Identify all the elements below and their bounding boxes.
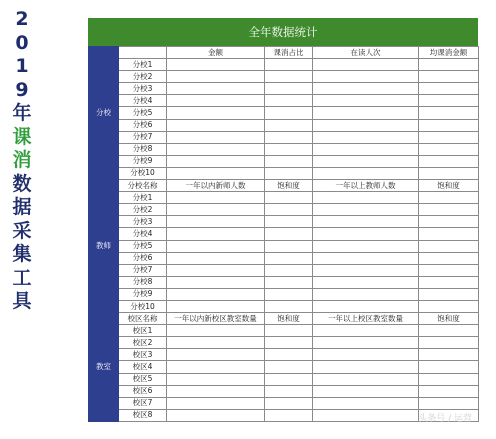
data-cell[interactable] xyxy=(167,337,265,349)
data-cell[interactable] xyxy=(419,325,479,337)
column-header: 一年以上校区教室数量 xyxy=(313,313,419,325)
title-char: 课 xyxy=(12,125,32,148)
data-cell[interactable] xyxy=(167,59,265,71)
data-cell[interactable] xyxy=(167,167,265,179)
table-row xyxy=(89,361,479,373)
row-label: 分校9 xyxy=(119,288,167,300)
data-cell[interactable] xyxy=(313,300,419,312)
table-row xyxy=(89,228,479,240)
data-cell[interactable] xyxy=(265,288,313,300)
table-row xyxy=(89,288,479,300)
data-cell[interactable] xyxy=(313,204,419,216)
data-cell[interactable] xyxy=(265,204,313,216)
data-cell[interactable] xyxy=(313,288,419,300)
data-cell[interactable] xyxy=(419,59,479,71)
data-cell[interactable] xyxy=(419,71,479,83)
data-cell[interactable] xyxy=(313,349,419,361)
row-label: 校区2 xyxy=(119,337,167,349)
data-cell[interactable] xyxy=(419,204,479,216)
data-cell[interactable] xyxy=(419,397,479,409)
data-cell[interactable] xyxy=(419,143,479,155)
data-cell[interactable] xyxy=(419,240,479,252)
data-cell[interactable] xyxy=(265,119,313,131)
table-row xyxy=(89,107,479,119)
title-char: 0 xyxy=(15,31,29,54)
table-row xyxy=(89,204,479,216)
data-cell[interactable] xyxy=(265,83,313,95)
data-cell[interactable] xyxy=(167,83,265,95)
data-cell[interactable] xyxy=(265,228,313,240)
data-cell[interactable] xyxy=(265,240,313,252)
data-cell[interactable] xyxy=(167,252,265,264)
row-label: 分校10 xyxy=(119,167,167,179)
row-label: 分校2 xyxy=(119,204,167,216)
table-row xyxy=(89,385,479,397)
data-cell[interactable] xyxy=(265,397,313,409)
row-label: 分校3 xyxy=(119,216,167,228)
column-header: 分校名称 xyxy=(119,180,167,192)
data-cell[interactable] xyxy=(313,325,419,337)
row-label: 分校4 xyxy=(119,95,167,107)
data-cell[interactable] xyxy=(167,95,265,107)
data-cell[interactable] xyxy=(313,409,419,421)
data-cell[interactable] xyxy=(265,252,313,264)
row-label: 分校3 xyxy=(119,83,167,95)
column-header: 饱和度 xyxy=(265,313,313,325)
data-cell[interactable] xyxy=(313,216,419,228)
section-header-row xyxy=(89,180,479,192)
section-header-row xyxy=(89,47,479,59)
data-cell[interactable] xyxy=(313,71,419,83)
data-cell[interactable] xyxy=(167,300,265,312)
row-label: 分校7 xyxy=(119,131,167,143)
data-cell[interactable] xyxy=(419,252,479,264)
data-cell[interactable] xyxy=(419,264,479,276)
data-cell[interactable] xyxy=(167,119,265,131)
table-row xyxy=(89,337,479,349)
data-cell[interactable] xyxy=(313,192,419,204)
data-cell[interactable] xyxy=(167,288,265,300)
row-label: 分校7 xyxy=(119,264,167,276)
data-cell[interactable] xyxy=(419,349,479,361)
table-row xyxy=(89,276,479,288)
data-cell[interactable] xyxy=(419,107,479,119)
data-cell[interactable] xyxy=(167,276,265,288)
column-header: 校区名称 xyxy=(119,313,167,325)
data-cell[interactable] xyxy=(265,167,313,179)
data-cell[interactable] xyxy=(313,276,419,288)
title-char: 数 xyxy=(12,172,32,195)
title-char: 消 xyxy=(12,149,32,171)
data-cell[interactable] xyxy=(313,264,419,276)
data-cell[interactable] xyxy=(265,95,313,107)
spreadsheet xyxy=(88,18,478,428)
column-header: 课消占比 xyxy=(265,47,313,59)
data-cell[interactable] xyxy=(167,325,265,337)
data-cell[interactable] xyxy=(313,252,419,264)
data-cell[interactable] xyxy=(419,216,479,228)
title-char: 9 xyxy=(15,78,29,101)
data-cell[interactable] xyxy=(419,131,479,143)
data-cell[interactable] xyxy=(313,240,419,252)
title-char: 据 xyxy=(12,196,32,218)
data-cell[interactable] xyxy=(265,143,313,155)
data-cell[interactable] xyxy=(313,361,419,373)
table-row xyxy=(89,59,479,71)
table-row xyxy=(89,95,479,107)
data-cell[interactable] xyxy=(419,95,479,107)
column-header: 饱和度 xyxy=(265,180,313,192)
data-cell[interactable] xyxy=(167,385,265,397)
row-label: 分校4 xyxy=(119,228,167,240)
data-cell[interactable] xyxy=(265,373,313,385)
column-header: 在读人次 xyxy=(313,47,419,59)
row-label: 分校6 xyxy=(119,252,167,264)
row-label: 分校8 xyxy=(119,276,167,288)
data-cell[interactable] xyxy=(419,83,479,95)
stats-table xyxy=(88,46,479,422)
column-header xyxy=(119,47,167,59)
data-cell[interactable] xyxy=(313,95,419,107)
data-cell[interactable] xyxy=(419,300,479,312)
row-label: 分校1 xyxy=(119,192,167,204)
row-label: 分校1 xyxy=(119,59,167,71)
row-label: 分校6 xyxy=(119,119,167,131)
data-cell[interactable] xyxy=(265,71,313,83)
row-label: 校区3 xyxy=(119,349,167,361)
data-cell[interactable] xyxy=(313,143,419,155)
data-cell[interactable] xyxy=(313,119,419,131)
data-cell[interactable] xyxy=(265,131,313,143)
section-label: 教师 xyxy=(89,180,119,313)
data-cell[interactable] xyxy=(419,155,479,167)
column-header: 一年以内新校区教室数量 xyxy=(167,313,265,325)
data-cell[interactable] xyxy=(313,228,419,240)
data-cell[interactable] xyxy=(167,409,265,421)
section-header-row xyxy=(89,313,479,325)
data-cell[interactable] xyxy=(265,385,313,397)
data-cell[interactable] xyxy=(265,192,313,204)
data-cell[interactable] xyxy=(167,264,265,276)
table-row xyxy=(89,143,479,155)
row-label: 校区4 xyxy=(119,361,167,373)
data-cell[interactable] xyxy=(265,409,313,421)
row-label: 校区5 xyxy=(119,373,167,385)
row-label: 分校9 xyxy=(119,155,167,167)
table-row xyxy=(89,300,479,312)
data-cell[interactable] xyxy=(313,59,419,71)
table-row xyxy=(89,252,479,264)
section-label: 教室 xyxy=(89,313,119,422)
data-cell[interactable] xyxy=(313,373,419,385)
data-cell[interactable] xyxy=(265,155,313,167)
column-header: 一年以内新师人数 xyxy=(167,180,265,192)
data-cell[interactable] xyxy=(419,385,479,397)
row-label: 校区7 xyxy=(119,397,167,409)
data-cell[interactable] xyxy=(419,361,479,373)
data-cell[interactable] xyxy=(265,300,313,312)
row-label: 分校8 xyxy=(119,143,167,155)
data-cell[interactable] xyxy=(313,107,419,119)
data-cell[interactable] xyxy=(265,59,313,71)
data-cell[interactable] xyxy=(167,228,265,240)
column-header: 金额 xyxy=(167,47,265,59)
title-char: 采 xyxy=(12,219,32,242)
table-row xyxy=(89,349,479,361)
row-label: 分校5 xyxy=(119,240,167,252)
data-cell[interactable] xyxy=(167,192,265,204)
data-cell[interactable] xyxy=(419,167,479,179)
table-row xyxy=(89,155,479,167)
data-cell[interactable] xyxy=(167,155,265,167)
data-cell[interactable] xyxy=(419,228,479,240)
table-row xyxy=(89,71,479,83)
column-header: 饱和度 xyxy=(419,180,479,192)
section-label: 分校 xyxy=(89,47,119,180)
data-cell[interactable] xyxy=(313,337,419,349)
table-row xyxy=(89,216,479,228)
table-row xyxy=(89,83,479,95)
data-cell[interactable] xyxy=(419,288,479,300)
title-char: 1 xyxy=(15,55,29,77)
data-cell[interactable] xyxy=(313,83,419,95)
data-cell[interactable] xyxy=(167,349,265,361)
data-cell[interactable] xyxy=(313,397,419,409)
data-cell[interactable] xyxy=(167,131,265,143)
table-row xyxy=(89,325,479,337)
row-label: 分校10 xyxy=(119,300,167,312)
table-row xyxy=(89,397,479,409)
row-label: 分校5 xyxy=(119,107,167,119)
table-banner: 全年数据统计 xyxy=(88,18,478,46)
row-label: 分校2 xyxy=(119,71,167,83)
data-cell[interactable] xyxy=(265,349,313,361)
table-row xyxy=(89,192,479,204)
title-char: 年 xyxy=(12,102,32,124)
table-row xyxy=(89,167,479,179)
data-cell[interactable] xyxy=(313,385,419,397)
data-cell[interactable] xyxy=(167,71,265,83)
data-cell[interactable] xyxy=(313,167,419,179)
table-row xyxy=(89,240,479,252)
table-row xyxy=(89,131,479,143)
data-cell[interactable] xyxy=(265,276,313,288)
column-header: 饱和度 xyxy=(419,313,479,325)
title-char: 工 xyxy=(12,266,32,289)
data-cell[interactable] xyxy=(265,325,313,337)
data-cell[interactable] xyxy=(167,107,265,119)
data-cell[interactable] xyxy=(167,143,265,155)
title-char: 具 xyxy=(12,290,32,312)
data-cell[interactable] xyxy=(167,204,265,216)
title-char: 2 xyxy=(15,8,29,30)
column-header: 一年以上教师人数 xyxy=(313,180,419,192)
data-cell[interactable] xyxy=(265,107,313,119)
vertical-title xyxy=(0,8,44,314)
row-label: 校区6 xyxy=(119,385,167,397)
data-cell[interactable] xyxy=(167,361,265,373)
data-cell[interactable] xyxy=(265,216,313,228)
table-row xyxy=(89,119,479,131)
table-row xyxy=(89,373,479,385)
row-label: 校区8 xyxy=(119,409,167,421)
data-cell[interactable] xyxy=(167,240,265,252)
table-row xyxy=(89,264,479,276)
data-cell[interactable] xyxy=(419,337,479,349)
data-cell[interactable] xyxy=(419,119,479,131)
title-char: 集 xyxy=(12,243,32,265)
column-header: 均课消金额 xyxy=(419,47,479,59)
data-cell[interactable] xyxy=(313,155,419,167)
data-cell[interactable] xyxy=(167,373,265,385)
data-cell[interactable] xyxy=(419,192,479,204)
data-cell[interactable] xyxy=(419,276,479,288)
data-cell[interactable] xyxy=(313,131,419,143)
watermark: 头条号 / 运营 xyxy=(418,414,472,424)
data-cell[interactable] xyxy=(167,216,265,228)
data-cell[interactable] xyxy=(419,373,479,385)
data-cell[interactable] xyxy=(167,397,265,409)
data-cell[interactable] xyxy=(265,361,313,373)
data-cell[interactable] xyxy=(265,264,313,276)
data-cell[interactable] xyxy=(265,337,313,349)
row-label: 校区1 xyxy=(119,325,167,337)
